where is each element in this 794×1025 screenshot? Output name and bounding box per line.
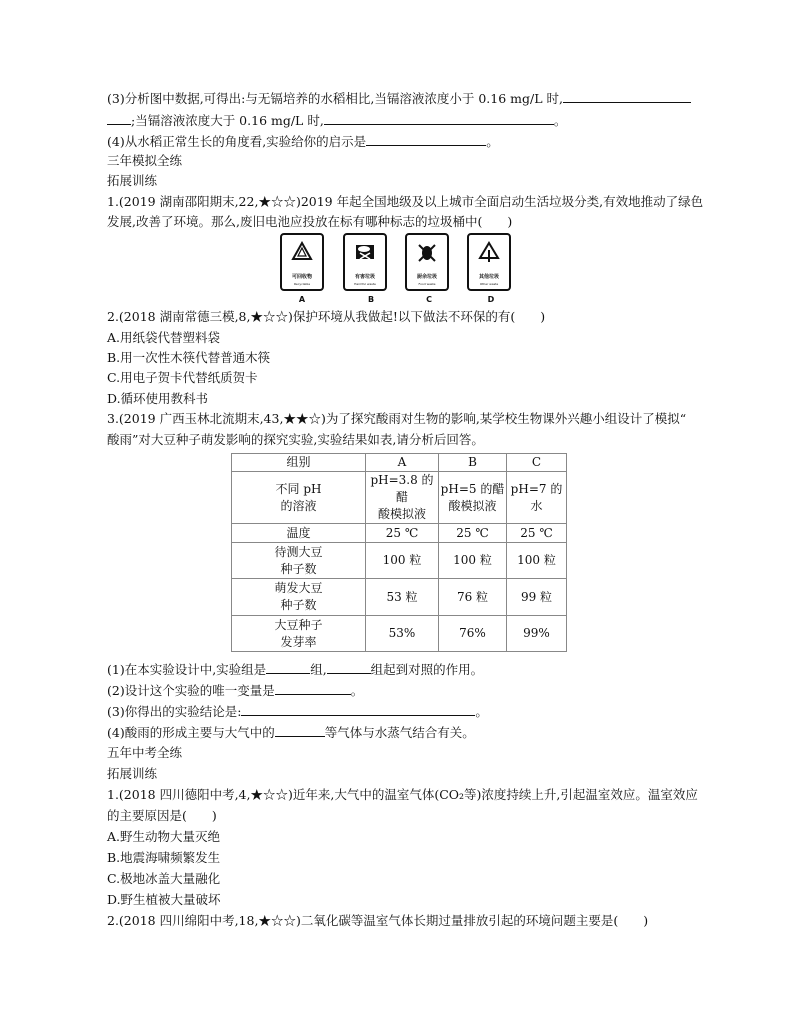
table-cell: 76% (439, 616, 507, 652)
q4-prev-end: 。 (486, 134, 499, 149)
q3-sub1-end: 组起到对照的作用。 (370, 662, 484, 677)
q3-prev-line2 (107, 112, 566, 129)
q1-line2: 发展,改善了环境。那么,废旧电池应投放在标有哪种标志的垃圾桶中( ) (107, 214, 513, 229)
q3-sub4-end: 等气体与水蒸气结合有关。 (324, 725, 475, 740)
q3-line1: 3.(2019 广西玉林北流期末,43,★★☆)为了探究酸雨对生物的影响,某学校生物课外兴趣小组设计了模拟“ (107, 411, 687, 426)
q4-option-d[interactable]: D.野生植被大量破坏 (107, 892, 221, 907)
bin-option-d[interactable] (467, 233, 511, 291)
q3-sub2 (107, 682, 363, 699)
q3-sub2-end: 。 (350, 683, 364, 698)
q2-option-c[interactable]: C.用电子贺卡代替纸质贺卡 (107, 370, 258, 385)
q4-prev-line (107, 133, 499, 150)
q3-sub3-text: (3)你得出的实验结论是: (107, 704, 242, 719)
answer-blank[interactable] (275, 682, 351, 695)
bin-option-c[interactable] (405, 233, 449, 291)
answer-blank[interactable] (241, 703, 475, 716)
table-cell: 99% (507, 616, 567, 652)
table-cell: 25 ℃ (366, 524, 439, 543)
table-cell: 温度 (232, 524, 366, 543)
cell-text: 不同 pH (275, 481, 322, 496)
q3-prev-line2-text: ;当镉溶液浓度大于 0.16 mg/L 时, (131, 113, 324, 128)
table-cell (232, 543, 366, 579)
table-row (232, 524, 567, 543)
answer-blank[interactable] (366, 133, 486, 146)
bin-option-a[interactable] (280, 233, 324, 291)
bin-label: 可回收物 (291, 274, 312, 280)
table-row (232, 543, 567, 579)
answer-blank[interactable] (266, 661, 310, 674)
bin-letter-a: A (298, 295, 306, 304)
table-header-cell: A (366, 454, 439, 472)
answer-blank[interactable] (327, 661, 371, 674)
q3-sub1-text: (1)在本实验设计中,实验组是 (107, 662, 267, 677)
bin-letter-c: C (426, 295, 432, 304)
q2-option-d[interactable]: D.循环使用教科书 (107, 391, 209, 406)
bin-sublabel: Harmful waste (354, 282, 376, 286)
table-row (232, 616, 567, 652)
q3-prev-line2-end: 。 (553, 113, 567, 128)
table-cell: 100 粒 (507, 543, 567, 579)
answer-blank[interactable] (107, 112, 131, 125)
q3-line2: 酸雨”对大豆种子萌发影响的探究实验,实验结果如表,请分析后回答。 (107, 432, 484, 447)
q3-prev-line1-text: (3)分析图中数据,可得出:与无镉培养的水稻相比,当镉溶液浓度小于 0.16 mg/L 时, (107, 91, 563, 106)
cell-text: 萌发大豆 (274, 581, 323, 595)
q2-option-a[interactable]: A.用纸袋代替塑料袋 (107, 330, 221, 345)
table-cell (232, 579, 366, 616)
bin-label: 厨余垃圾 (416, 274, 437, 280)
q2-option-b[interactable]: B.用一次性木筷代替普通木筷 (107, 350, 271, 365)
table-header-cell: B (439, 454, 507, 472)
table-row (232, 472, 567, 524)
cell-text: pH=7 的水 (510, 481, 563, 513)
answer-blank[interactable] (275, 724, 325, 737)
q3-sub4 (107, 724, 475, 741)
bin-option-b[interactable] (343, 233, 387, 291)
cell-text: 种子数 (280, 561, 317, 576)
q3-prev-line1 (107, 90, 691, 107)
table-header-cell: 组别 (232, 454, 366, 472)
table-row (232, 454, 567, 472)
q2-stem: 2.(2018 湖南常德三模,8,★☆☆)保护环境从我做起!以下做法不环保的有( ) (107, 309, 546, 324)
cell-text: 酸模拟液 (448, 498, 497, 513)
q4-option-c[interactable]: C.极地冰盖大量融化 (107, 871, 221, 886)
q4-line1: 1.(2018 四川德阳中考,4,★☆☆)近年来,大气中的温室气体(CO₂等)浓度持续上升,引起温室效应。温室效应 (107, 787, 698, 802)
cell-text: 酸模拟液 (377, 507, 426, 521)
table-cell: 25 ℃ (439, 524, 507, 543)
bin-letter-d: D (487, 295, 495, 304)
answer-blank[interactable] (324, 112, 554, 125)
answer-blank[interactable] (563, 90, 691, 103)
section-title-1: 三年模拟全练 (107, 153, 183, 168)
table-cell: 53 粒 (366, 579, 439, 616)
section-sub-1: 拓展训练 (107, 173, 158, 188)
q3-sub2-text: (2)设计这个实验的唯一变量是 (107, 683, 275, 698)
table-cell (439, 472, 507, 524)
q3-sub1-mid: 组, (310, 662, 327, 677)
q3-sub3-end: 。 (475, 704, 488, 719)
table-cell: 100 粒 (439, 543, 507, 579)
q3-sub1 (107, 661, 483, 678)
table-header-cell: C (507, 454, 567, 472)
q4-line2: 的主要原因是( ) (107, 808, 217, 823)
table-cell (366, 472, 439, 524)
table-cell: 100 粒 (366, 543, 439, 579)
bin-label: 有害垃圾 (354, 274, 375, 280)
section-sub-2: 拓展训练 (107, 766, 158, 781)
bin-letter-b: B (367, 295, 375, 304)
bin-sublabel: Recyclable (293, 282, 311, 286)
other-waste-icon (478, 241, 500, 263)
bin-label: 其他垃圾 (478, 274, 499, 280)
cell-text: pH=5 的醋 (440, 481, 505, 496)
cell-text: 待测大豆 (274, 544, 323, 559)
q4-prev-text: (4)从水稻正常生长的角度看,实验给你的启示是 (107, 134, 367, 149)
cell-text: pH=3.8 的醋 (370, 473, 434, 504)
cell-text: 大豆种子 (274, 617, 323, 632)
table-cell: 25 ℃ (507, 524, 567, 543)
cell-text: 的溶液 (280, 498, 317, 513)
recycle-icon (291, 241, 313, 263)
table-cell (232, 616, 366, 652)
table-cell: 53% (366, 616, 439, 652)
q5-line1: 2.(2018 四川绵阳中考,18,★☆☆)二氧化碳等温室气体长期过量排放引起的环境问题主要是( ) (107, 913, 649, 928)
table-row (232, 579, 567, 616)
q4-option-a[interactable]: A.野生动物大量灭绝 (107, 829, 221, 844)
table-cell (507, 472, 567, 524)
q3-sub3 (107, 703, 488, 720)
q3-sub4-text: (4)酸雨的形成主要与大气中的 (107, 725, 275, 740)
q4-option-b[interactable]: B.地震海啸频繁发生 (107, 850, 221, 865)
q1-line1: 1.(2019 湖南邵阳期末,22,★☆☆)2019 年起全国地级及以上城市全面启动生活垃圾分类,有效地推动了绿色 (107, 194, 704, 209)
section-title-2: 五年中考全练 (107, 745, 183, 760)
table-cell: 99 粒 (507, 579, 567, 616)
food-waste-icon (416, 241, 438, 263)
bin-sublabel: Other waste (479, 282, 499, 286)
hazardous-waste-icon (354, 241, 376, 263)
table-cell (232, 472, 366, 524)
experiment-table (231, 453, 567, 652)
cell-text: 种子数 (280, 598, 317, 612)
table-cell: 76 粒 (439, 579, 507, 616)
cell-text: 发芽率 (280, 634, 317, 649)
bin-sublabel: Food waste (418, 282, 436, 286)
